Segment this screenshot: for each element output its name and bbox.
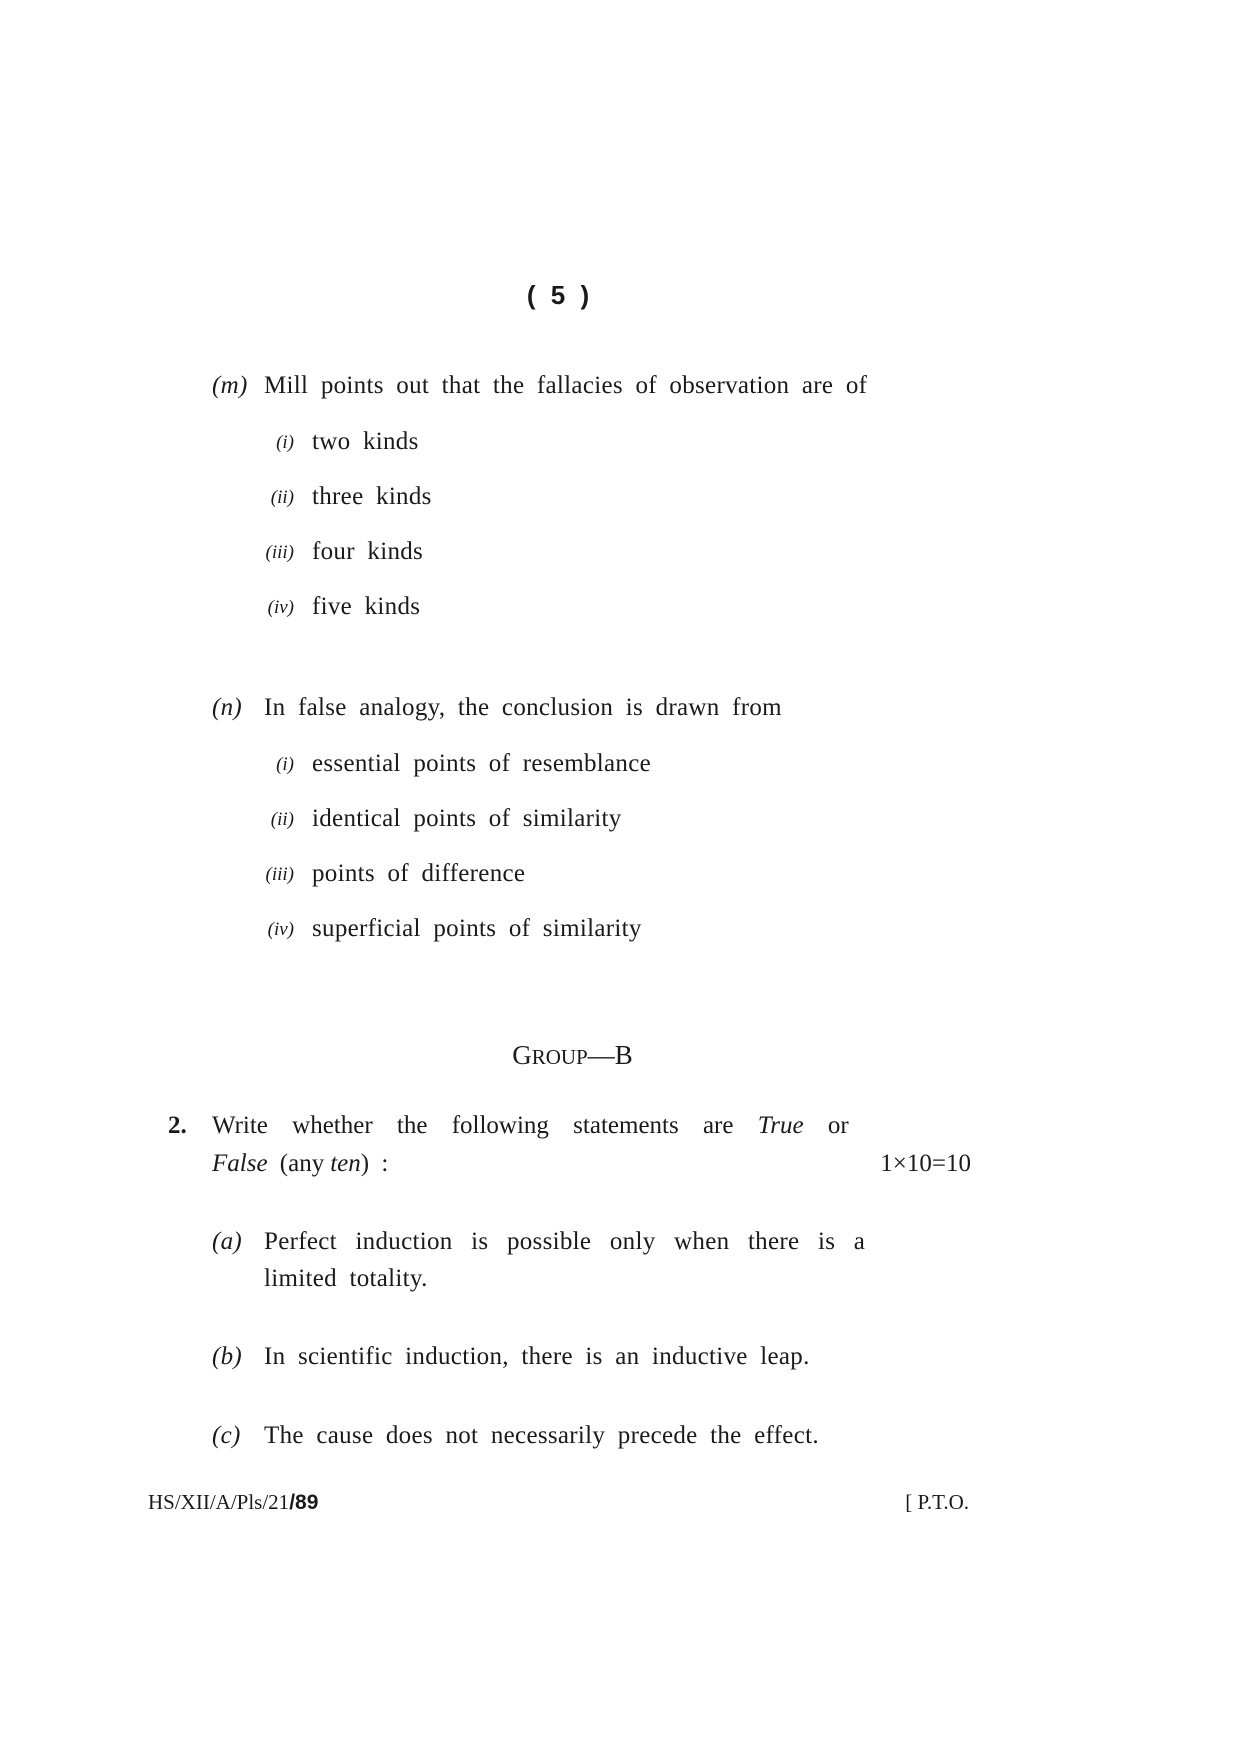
group-heading-initial: G bbox=[512, 1040, 532, 1070]
option-n-ii-text: identical points of similarity bbox=[312, 805, 622, 832]
option-n-iv-label: (iv) bbox=[267, 919, 294, 940]
footer-code-bold: /89 bbox=[289, 1491, 319, 1514]
option-m-iii-label: (iii) bbox=[265, 542, 294, 563]
group-heading-suffix: —B bbox=[587, 1040, 633, 1070]
option-m-iv-label: (iv) bbox=[267, 597, 294, 618]
question-m-label: (m) bbox=[212, 372, 248, 399]
question-2-colon: ) : bbox=[360, 1150, 389, 1177]
statement-a-line1: Perfect induction is possible only when there is a bbox=[264, 1228, 866, 1255]
option-n-i-label: (i) bbox=[276, 754, 294, 775]
group-heading bbox=[0, 1040, 1145, 1071]
marks-allocation: 1×10=10 bbox=[880, 1150, 971, 1177]
option-m-iv-text: five kinds bbox=[312, 593, 421, 620]
question-m-text: Mill points out that the fallacies of observation are of bbox=[264, 372, 868, 399]
option-n-iii-text: points of difference bbox=[312, 860, 526, 887]
option-n-iii-label: (iii) bbox=[265, 864, 294, 885]
question-n-text: In false analogy, the conclusion is drawn from bbox=[264, 694, 782, 721]
question-n bbox=[212, 694, 782, 722]
statement-b-label: (b) bbox=[212, 1343, 243, 1370]
statement-c-text: The cause does not necessarily precede the effect. bbox=[264, 1422, 819, 1449]
footer-pto: [ P.T.O. bbox=[905, 1490, 969, 1514]
question-n-label: (n) bbox=[212, 694, 243, 721]
question-2-true-word: True bbox=[757, 1112, 804, 1139]
question-m bbox=[212, 372, 867, 400]
statement-a-line2: limited totality. bbox=[264, 1265, 428, 1292]
statement-b-text: In scientific induction, there is an inductive leap. bbox=[264, 1343, 810, 1370]
page-number: ( 5 ) bbox=[526, 280, 594, 310]
option-m-i-label: (i) bbox=[276, 432, 294, 453]
question-2-ten-word: ten bbox=[330, 1150, 361, 1177]
question-2-any-word: (any bbox=[279, 1150, 325, 1177]
statement-b bbox=[212, 1343, 810, 1371]
statement-a bbox=[212, 1228, 865, 1256]
question-2-line1-text: Write whether the following statements are bbox=[212, 1112, 734, 1139]
group-heading-smallcaps: ROUP bbox=[531, 1045, 588, 1069]
option-n-i-text: essential points of resemblance bbox=[312, 750, 652, 777]
question-2-or-word: or bbox=[827, 1112, 849, 1139]
question-2-line2 bbox=[212, 1150, 388, 1178]
statement-c bbox=[212, 1422, 819, 1450]
question-2-false-word: False bbox=[212, 1150, 268, 1177]
statement-a-label: (a) bbox=[212, 1228, 243, 1255]
option-m-iii-text: four kinds bbox=[312, 538, 424, 565]
option-m-i-text: two kinds bbox=[312, 428, 419, 455]
question-2-line1 bbox=[212, 1112, 849, 1140]
option-m-ii-label: (ii) bbox=[270, 487, 294, 508]
option-m-ii-text: three kinds bbox=[312, 483, 432, 510]
statement-c-label: (c) bbox=[212, 1422, 241, 1449]
option-n-iv-text: superficial points of similarity bbox=[312, 915, 642, 942]
option-n-ii-label: (ii) bbox=[270, 809, 294, 830]
footer-code-text: HS/XII/A/Pls/21 bbox=[148, 1490, 290, 1514]
footer-paper-code bbox=[148, 1490, 318, 1515]
question-2-number: 2. bbox=[168, 1112, 187, 1139]
